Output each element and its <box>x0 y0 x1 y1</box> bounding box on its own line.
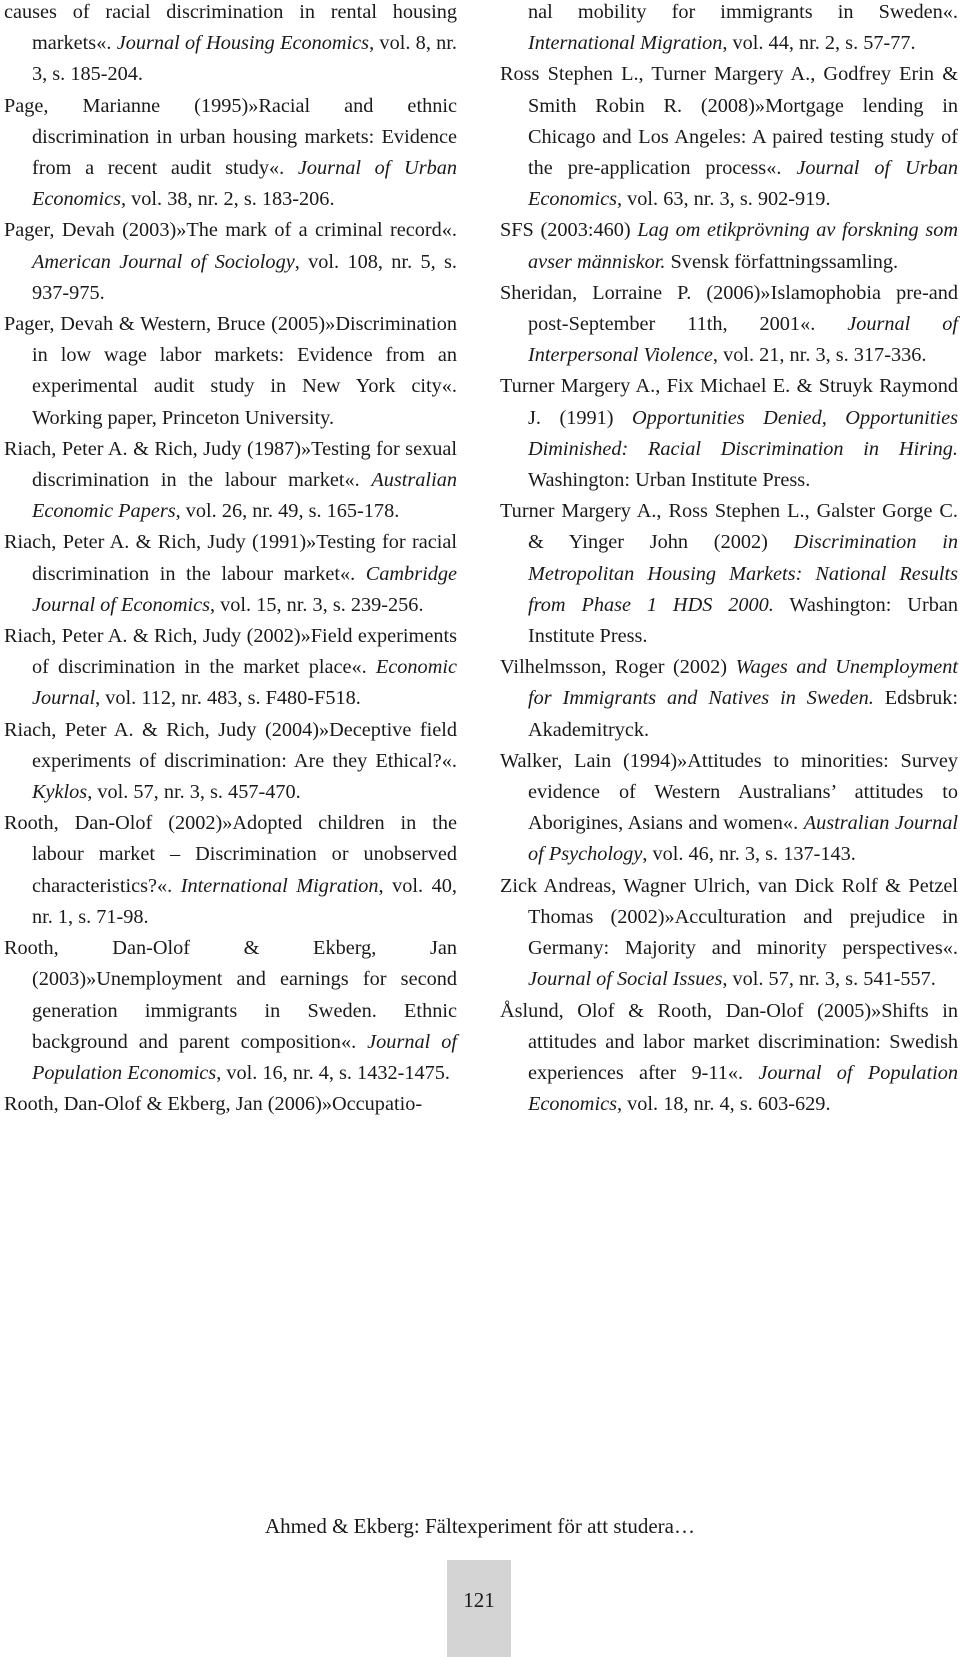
running-title: Ahmed & Ekberg: Fältexperiment för att studera… <box>265 1514 695 1538</box>
reference-entry: SFS (2003:460) Lag om etikprövning av forskning som avser människor. Svensk författningssamling. <box>500 219 958 273</box>
reference-entry: Sheridan, Lorraine P. (2006)»Islamophobia pre-and post-September 11th, 2001«. Journal of Interpersonal Violence, vol. 21, nr. 3, s. 317-336. <box>500 281 959 367</box>
reference-entry: Page, Marianne (1995)»Racial and ethnic discrimination in urban housing markets: Evidence from a recent audit study«. Journal of Urban Economics, vol. 38, nr. 2, s. 183-206. <box>4 94 458 211</box>
reference-entry: Rooth, Dan-Olof & Ekberg, Jan (2006)»Occupatio- <box>4 1093 423 1116</box>
reference-entry: Vilhelmsson, Roger (2002) Wages and Unemployment for Immigrants and Natives in Sweden. Edsbruk: Akademitryck. <box>500 656 958 741</box>
reference-entry: Rooth, Dan-Olof (2002)»Adopted children in the labour market – Discrimination or unobserved characteristics?«. International Migration, vol. 40, nr. 1, s. 71-98. <box>4 812 457 928</box>
reference-entry: causes of racial discrimination in rental housing markets«. Journal of Housing Economics, vol. 8, nr. 3, s. 185-204. <box>4 1 458 86</box>
right-column <box>500 0 958 1120</box>
reference-entry: Walker, Lain (1994)»Attitudes to minorities: Survey evidence of Western Australians’ attitudes to Aborigines, Asians and women«. Australian Journal of Psychology, vol. 46, nr. 3, s. 137-143. <box>500 749 958 866</box>
reference-entry: Turner Margery A., Ross Stephen L., Galster Gorge C. & Yinger John (2002) Discrimination in Metropolitan Housing Markets: National Results from Phase 1 HDS 2000. Washington: Urban Institute Press. <box>500 500 958 648</box>
page-number: 121 <box>463 1588 495 1612</box>
reference-entry: Zick Andreas, Wagner Ulrich, van Dick Rolf & Petzel Thomas (2002)»Acculturation and prejudice in Germany: Majority and minority perspectives«. Journal of Social Issues, vol. 57, nr. 3, s. 541-557. <box>500 874 958 991</box>
reference-entry: Rooth, Dan-Olof & Ekberg, Jan (2003)»Unemployment and earnings for second generation immigrants in Sweden. Ethnic background and parent composition«. Journal of Population Economics, vol. 16, nr. 4, s. 1432-1475. <box>4 937 458 1084</box>
reference-entry: Riach, Peter A. & Rich, Judy (1991)»Testing for racial discrimination in the labour market«. Cambridge Journal of Economics, vol. 15, nr. 3, s. 239-256. <box>4 531 457 616</box>
reference-entry: Riach, Peter A. & Rich, Judy (2002)»Field experiments of discrimination in the market place«. Economic Journal, vol. 112, nr. 483, s. F480-F518. <box>4 625 457 710</box>
reference-entry: Pager, Devah (2003)»The mark of a criminal record«. American Journal of Sociology, vol. 108, nr. 5, s. 937-975. <box>4 219 457 304</box>
page-number-tab <box>447 1560 511 1657</box>
reference-entry: Riach, Peter A. & Rich, Judy (2004)»Deceptive field experiments of discrimination: Are they Ethical?«. Kyklos, vol. 57, nr. 3, s. 457-470. <box>4 718 457 804</box>
reference-entry: Ross Stephen L., Turner Margery A., Godfrey Erin & Smith Robin R. (2008)»Mortgage lending in Chicago and Los Angeles: A paired testing study of the pre-application process«. Journal of Urban Economics, vol. 63, nr. 3, s. 902-919. <box>500 63 959 211</box>
reference-entry: Riach, Peter A. & Rich, Judy (1987)»Testing for sexual discrimination in the labour market«. Australian Economic Papers, vol. 26, nr. 49, s. 165-178. <box>4 437 457 523</box>
reference-entry: Pager, Devah & Western, Bruce (2005)»Discrimination in low wage labor markets: Evidence from an experimental audit study in New York city«. Working paper, Princeton University. <box>4 313 457 429</box>
reference-entry: Turner Margery A., Fix Michael E. & Struyk Raymond J. (1991) Opportunities Denied, Opportunities Diminished: Racial Discrimination in Hiring. Washington: Urban Institute Press. <box>500 375 958 492</box>
reference-entry: Åslund, Olof & Rooth, Dan-Olof (2005)»Shifts in attitudes and labor market discrimination: Swedish experiences after 9-11«. Journal of Population Economics, vol. 18, nr. 4, s. 603-629. <box>500 999 958 1116</box>
reference-continuation: nal mobility for immigrants in Sweden«. International Migration, vol. 44, nr. 2, s. 57-77. <box>528 1 958 55</box>
left-column <box>4 0 457 1120</box>
